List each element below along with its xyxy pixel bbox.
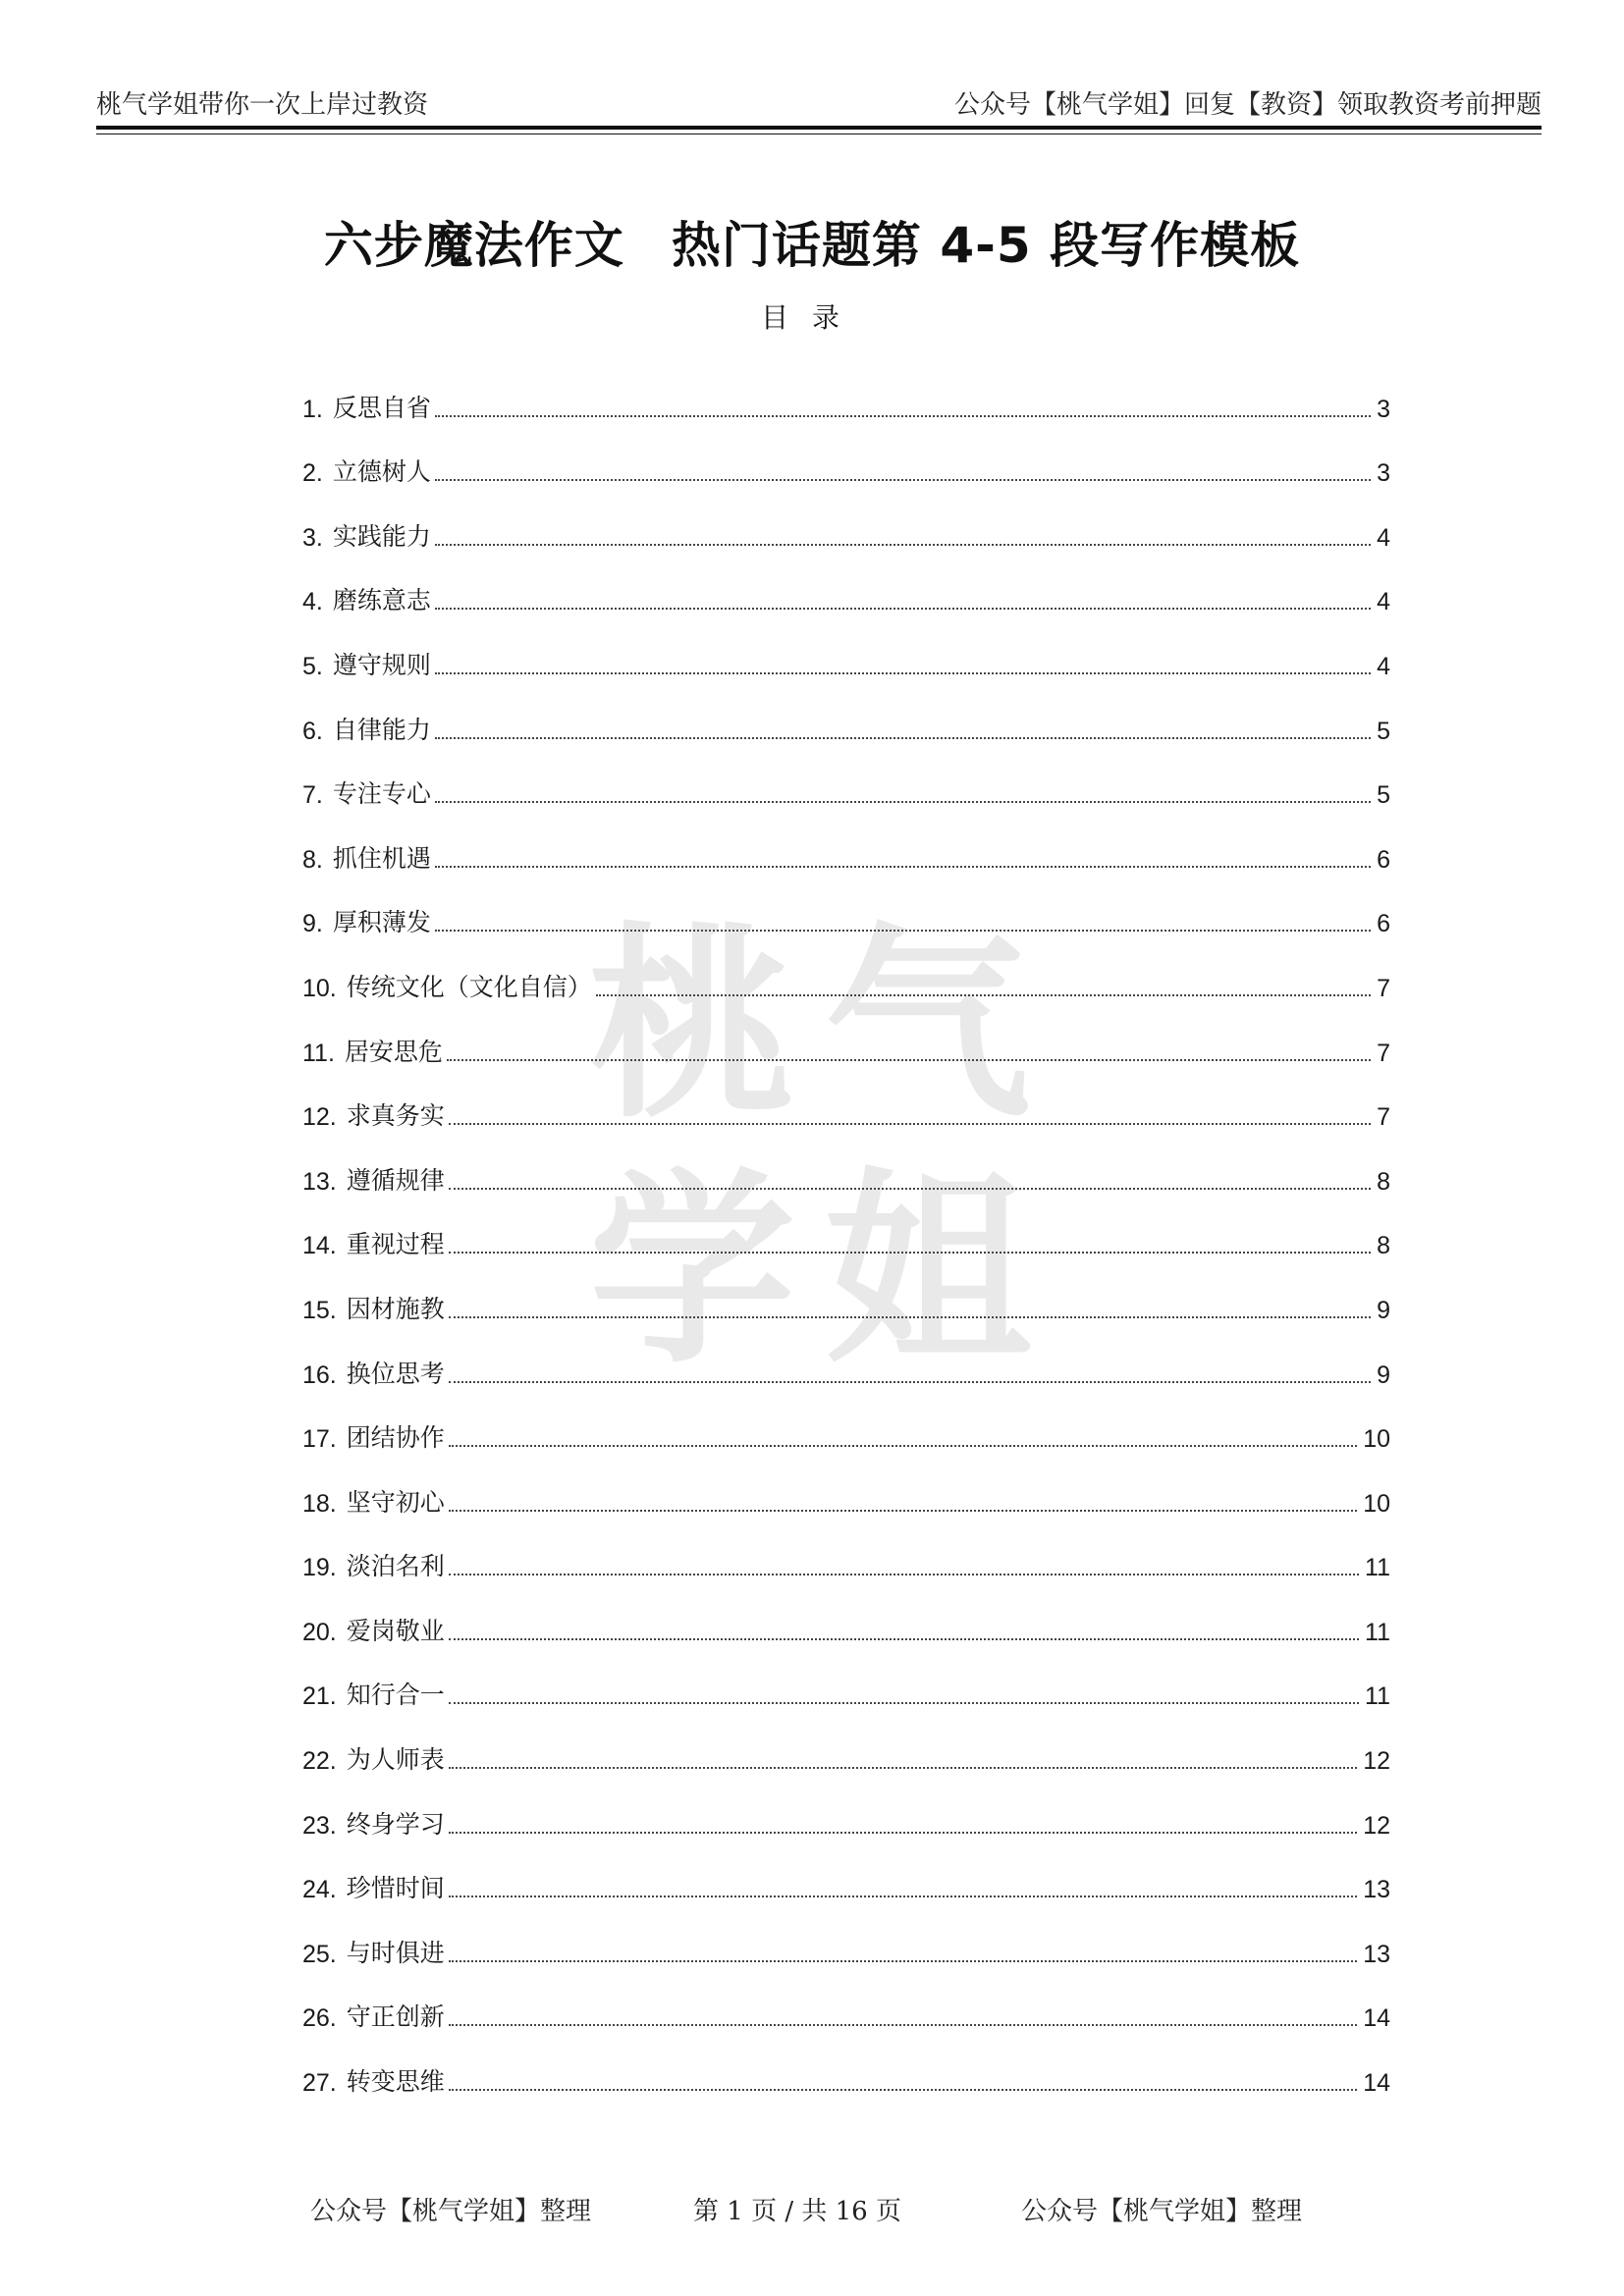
toc-entry-page: 6 [1377,910,1390,938]
toc-entry[interactable] [302,1132,1390,1197]
toc-entry-number: 20. [302,1618,337,1646]
toc-entry-number: 18. [302,1489,337,1518]
toc-dot-leader [449,1381,1371,1383]
toc-entry-number: 15. [302,1296,337,1324]
toc-entry[interactable] [302,1197,1390,1261]
toc-entry-number: 25. [302,1940,337,1968]
toc-dot-leader [435,801,1371,803]
toc-heading: 目录 [760,301,863,334]
toc-dot-leader [449,1123,1371,1125]
toc-entry-page: 7 [1377,1103,1390,1132]
toc-entry-page: 14 [1363,2069,1390,2098]
toc-entry[interactable] [302,1003,1390,1068]
toc-dot-leader [449,1188,1371,1190]
toc-entry-page: 7 [1377,1039,1390,1067]
footer-right-text: 公众号【桃气学姐】整理 [1021,2197,1303,2226]
toc-entry[interactable] [302,1841,1390,1905]
title-part-1: 六步魔法作文 [323,217,624,274]
toc-entry-page: 14 [1363,2004,1390,2033]
toc-dot-leader [449,1896,1357,1897]
toc-entry[interactable] [302,616,1390,681]
toc-entry-label[interactable]: 淡泊名利 [346,1552,445,1581]
toc-entry-page: 4 [1377,652,1390,680]
toc-entry-label[interactable]: 立德树人 [332,457,431,487]
table-of-contents [302,359,1390,2098]
toc-dot-leader [435,415,1371,417]
toc-entry-label[interactable]: 为人师表 [346,1745,445,1775]
toc-entry-label[interactable]: 自律能力 [332,715,431,744]
toc-entry-label[interactable]: 求真务实 [346,1101,445,1131]
toc-dot-leader [435,737,1371,739]
toc-entry-label[interactable]: 爱岗敬业 [346,1616,445,1645]
toc-entry-label[interactable]: 知行合一 [346,1681,445,1710]
toc-entry-label[interactable]: 坚守初心 [346,1487,445,1517]
toc-dot-leader [449,2089,1357,2091]
toc-entry-number: 3. [302,523,323,552]
toc-entry-page: 6 [1377,845,1390,874]
toc-entry-page: 9 [1377,1361,1390,1389]
toc-entry-number: 27. [302,2069,337,2098]
toc-entry-page: 13 [1363,1876,1390,1904]
toc-entry[interactable] [302,1068,1390,1133]
toc-entry[interactable] [302,1647,1390,1712]
toc-entry[interactable] [302,1904,1390,1969]
toc-dot-leader [435,930,1371,932]
toc-entry-label[interactable]: 实践能力 [332,521,431,551]
toc-entry[interactable] [302,1325,1390,1390]
toc-entry[interactable] [302,1969,1390,2034]
toc-dot-leader [449,1316,1371,1318]
toc-entry-number: 11. [302,1039,335,1067]
header-left-text: 桃气学姐带你一次上岸过教资 [96,90,429,120]
toc-entry-label[interactable]: 转变思维 [346,2067,445,2097]
toc-entry[interactable] [302,681,1390,746]
toc-entry[interactable] [302,1454,1390,1519]
toc-entry-label[interactable]: 换位思考 [346,1359,445,1388]
toc-entry-label[interactable]: 珍惜时间 [346,1874,445,1903]
footer-left-text: 公众号【桃气学姐】整理 [310,2197,592,2226]
title-part-2: 热门话题第 4-5 段写作模板 [671,217,1301,274]
toc-entry[interactable] [302,1582,1390,1647]
toc-entry-number: 17. [302,1425,337,1454]
toc-entry-number: 2. [302,459,323,488]
toc-entry-page: 11 [1365,1682,1390,1711]
toc-dot-leader [449,1574,1359,1575]
toc-entry-label[interactable]: 团结协作 [346,1423,445,1453]
toc-dot-leader [596,994,1371,996]
toc-entry-number: 9. [302,910,323,938]
toc-entry-label[interactable]: 重视过程 [346,1230,445,1259]
toc-entry[interactable] [302,1390,1390,1455]
toc-entry-number: 5. [302,652,323,680]
toc-entry-number: 12. [302,1103,337,1132]
toc-dot-leader [435,479,1371,481]
toc-entry-number: 19. [302,1554,337,1582]
toc-entry[interactable] [302,875,1390,939]
toc-entry[interactable] [302,746,1390,811]
toc-entry-number: 21. [302,1682,337,1711]
toc-dot-leader [435,608,1371,610]
header-rule-thick [96,126,1542,130]
toc-dot-leader [435,672,1371,674]
toc-entry-number: 16. [302,1361,337,1389]
toc-dot-leader [449,1960,1357,1962]
toc-entry-label[interactable]: 抓住机遇 [332,843,431,873]
toc-entry[interactable] [302,1711,1390,1776]
toc-dot-leader [449,1252,1371,1254]
toc-entry-label[interactable]: 遵循规律 [346,1165,445,1195]
watermark: 桃气学姐 [589,905,1061,1391]
toc-entry-number: 24. [302,1876,337,1904]
toc-dot-leader [449,1832,1357,1834]
toc-entry-page: 7 [1377,974,1390,1002]
toc-entry-page: 5 [1377,781,1390,810]
toc-entry-number: 14. [302,1232,337,1260]
toc-entry-number: 6. [302,717,323,745]
toc-dot-leader [449,1445,1357,1447]
toc-dot-leader [449,1767,1357,1769]
toc-entry-page: 8 [1377,1167,1390,1196]
toc-entry-label[interactable]: 磨练意志 [332,586,431,615]
toc-entry[interactable] [302,938,1390,1003]
toc-dot-leader [435,544,1371,546]
toc-entry[interactable] [302,1776,1390,1841]
toc-dot-leader [449,2024,1357,2026]
toc-entry[interactable] [302,553,1390,617]
toc-dot-leader [435,866,1371,868]
toc-entry-label[interactable]: 厚积薄发 [332,908,431,937]
toc-entry-number: 10. [302,974,337,1002]
toc-dot-leader [449,1702,1359,1704]
footer-page-number: 第 1 页 / 共 16 页 [693,2197,901,2226]
toc-entry-page: 12 [1363,1811,1390,1840]
toc-entry[interactable] [302,2033,1390,2098]
toc-entry[interactable] [302,424,1390,489]
toc-entry[interactable] [302,1519,1390,1583]
toc-entry-label[interactable]: 反思自省 [332,393,431,422]
toc-dot-leader [447,1059,1371,1061]
toc-entry[interactable] [302,810,1390,875]
toc-entry-page: 8 [1377,1232,1390,1260]
toc-entry[interactable] [302,359,1390,424]
toc-entry-label[interactable]: 专注专心 [332,779,431,809]
toc-entry-label[interactable]: 与时俱进 [346,1938,445,1967]
toc-entry-number: 7. [302,781,323,810]
toc-entry-page: 10 [1363,1489,1390,1518]
toc-entry-page: 11 [1365,1554,1390,1582]
toc-entry-page: 4 [1377,523,1390,552]
toc-entry-page: 3 [1377,395,1390,423]
toc-entry-number: 13. [302,1167,337,1196]
toc-entry-label[interactable]: 守正创新 [346,2002,445,2032]
toc-entry-number: 4. [302,588,323,616]
toc-dot-leader [449,1638,1359,1640]
toc-entry-page: 9 [1377,1296,1390,1324]
header-rule-thin [96,133,1542,134]
toc-entry-number: 1. [302,395,323,423]
toc-entry-page: 4 [1377,588,1390,616]
toc-entry-page: 5 [1377,717,1390,745]
toc-entry-label[interactable]: 居安思危 [344,1037,443,1066]
toc-entry[interactable] [302,1260,1390,1325]
toc-entry-page: 13 [1363,1940,1390,1968]
toc-entry-page: 10 [1363,1425,1390,1454]
header-right-text: 公众号【桃气学姐】回复【教资】领取教资考前押题 [953,90,1542,120]
toc-entry-label[interactable]: 遵守规则 [332,650,431,679]
toc-entry[interactable] [302,488,1390,553]
toc-entry-page: 3 [1377,459,1390,488]
page-header [96,84,1542,124]
toc-entry-label[interactable]: 传统文化（文化自信） [346,972,592,1001]
page-title [0,206,1624,277]
toc-entry-page: 12 [1363,1747,1390,1776]
toc-entry-number: 8. [302,845,323,874]
toc-entry-number: 22. [302,1747,337,1776]
toc-dot-leader [449,1510,1357,1512]
toc-entry-page: 11 [1365,1618,1390,1646]
toc-entry-number: 26. [302,2004,337,2033]
toc-entry-label[interactable]: 因材施教 [346,1294,445,1323]
toc-entry-label[interactable]: 终身学习 [346,1809,445,1839]
toc-entry-number: 23. [302,1811,337,1840]
